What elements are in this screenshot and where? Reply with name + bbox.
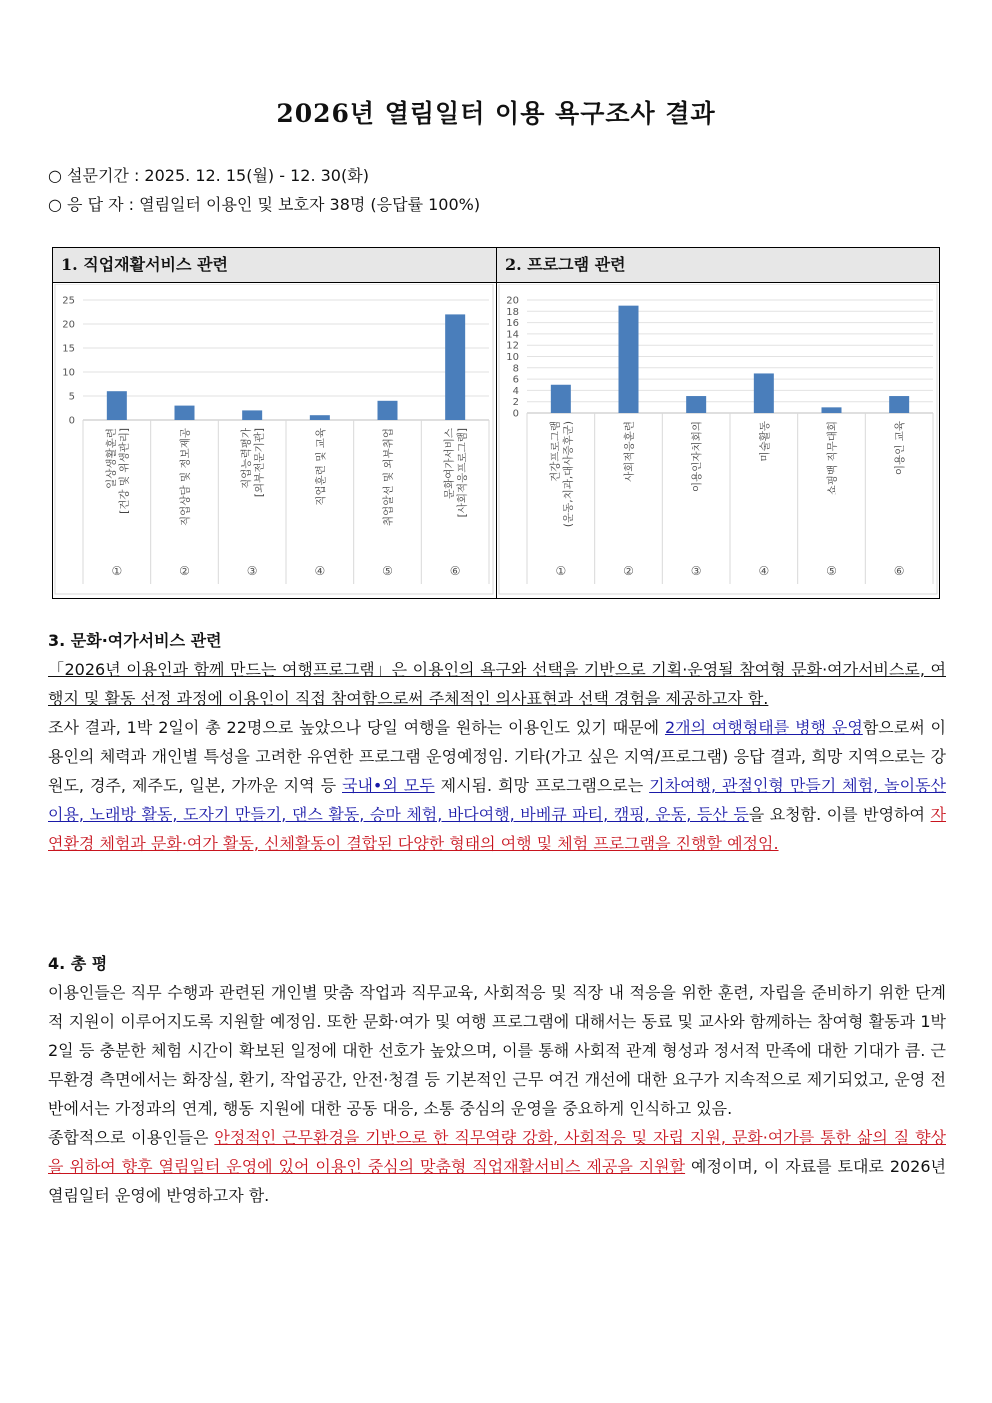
bar-chart-program bbox=[497, 284, 939, 596]
y-tick-label: 15 bbox=[62, 343, 75, 355]
category-marker: ① bbox=[555, 564, 567, 578]
category-marker: ④ bbox=[758, 564, 770, 578]
category-label: 문화여가서비스 bbox=[443, 428, 456, 500]
bar bbox=[551, 385, 571, 413]
section-summary bbox=[48, 949, 946, 1210]
category-label-group bbox=[179, 428, 192, 526]
category-label-group bbox=[758, 421, 771, 462]
chart-title-program: 2. 프로그램 관련 bbox=[497, 248, 939, 283]
category-marker: ② bbox=[623, 564, 634, 578]
document-title: 2026년 열림일터 이용 욕구조사 결과 bbox=[276, 99, 716, 128]
y-tick-label: 20 bbox=[506, 295, 519, 307]
y-tick-label: 6 bbox=[512, 374, 519, 386]
y-tick-label: 8 bbox=[512, 363, 519, 375]
y-tick-label: 20 bbox=[62, 319, 75, 331]
category-label-group bbox=[382, 428, 395, 526]
section3-heading: 3. 문화·여가서비스 관련 bbox=[48, 631, 222, 650]
y-tick-label: 18 bbox=[506, 306, 519, 318]
category-marker: ③ bbox=[690, 564, 702, 578]
text-span: 제시됨. 희망 프로그램으로는 bbox=[434, 776, 650, 795]
text-span: 함으로써 이용인의 체력과 개인별 특성을 고려한 유연한 프로그램 운영예정임. 기타(가고 싶은 지역/프로그램) 응답 결과, 희망 지역으로는 강원도, 경주, 제주도, 일본, 가까운 지역 등 bbox=[48, 718, 946, 795]
charts-table bbox=[52, 247, 940, 599]
category-label-group bbox=[826, 421, 839, 495]
category-marker: ⑥ bbox=[893, 564, 905, 578]
y-tick-label: 2 bbox=[512, 397, 519, 409]
bar bbox=[619, 306, 639, 413]
highlight-blue: 국내•외 모두 bbox=[342, 776, 435, 795]
category-label: (운동,치과,대사증후군) bbox=[562, 421, 575, 528]
category-label: [외부전문기관] bbox=[253, 428, 266, 498]
category-label-group bbox=[240, 427, 266, 497]
category-label: 이용인자치회의 bbox=[691, 421, 704, 493]
category-label-group bbox=[443, 428, 469, 517]
text-span: 예정이며, 이 자료를 토대로 2026년 열림일터 운영에 반영하고자 함. bbox=[48, 1157, 946, 1205]
category-label: 건강프로그램 bbox=[549, 421, 562, 482]
chart-panel-vocational bbox=[53, 248, 497, 598]
category-label: [사회적응프로그램] bbox=[456, 428, 469, 518]
bar bbox=[107, 391, 127, 420]
text-span: 을 요청함. 이를 반영하여 bbox=[748, 805, 931, 824]
survey-period: ○ 설문기간 : 2025. 12. 15(월) - 12. 30(화) bbox=[48, 166, 369, 185]
category-label: 직업능력평가 bbox=[240, 428, 253, 489]
respondents: ○ 응 답 자 : 열림일터 이용인 및 보호자 38명 (응답률 100%) bbox=[48, 195, 481, 214]
category-marker: ⑥ bbox=[449, 564, 461, 578]
section3-paragraph1 bbox=[48, 655, 946, 713]
category-label-group bbox=[104, 428, 130, 514]
category-label: [건강 및 위생관리] bbox=[118, 428, 131, 514]
category-label: 사회적응훈련 bbox=[623, 421, 636, 482]
section3-paragraph2 bbox=[48, 713, 946, 858]
category-label: 이용인 교육 bbox=[894, 421, 907, 476]
chart-title-vocational: 1. 직업재활서비스 관련 bbox=[53, 248, 496, 283]
category-label: 미술활동 bbox=[758, 421, 771, 462]
y-tick-label: 4 bbox=[512, 385, 519, 397]
category-marker: ⑤ bbox=[382, 564, 393, 578]
y-tick-label: 12 bbox=[506, 340, 519, 352]
bar-chart-vocational bbox=[53, 284, 495, 596]
category-marker: ① bbox=[111, 564, 123, 578]
category-label: 쇼핑백 직무대회 bbox=[826, 421, 839, 496]
highlight-red: 안정적인 근무환경을 기반으로 한 직무역량 강화, 사회적응 및 자립 지원, 문화·여가를 통한 삶의 질 향상을 위하여 향후 열림일터 운영에 있어 이용인 중심의 맞춤형 직업재활서비스 제공을 지원할 bbox=[48, 1128, 946, 1176]
y-tick-label: 16 bbox=[506, 318, 519, 330]
bar bbox=[686, 396, 706, 413]
highlight-blue: 기차여행, 관절인형 만들기 체험, 놀이동산 이용, 노래방 활동, 도자기 만들기, 댄스 활동, 승마 체험, 바다여행, 바베큐 파티, 캠핑, 운동, 등산 등 bbox=[48, 776, 946, 824]
category-marker: ④ bbox=[314, 564, 326, 578]
section4-heading: 4. 총 평 bbox=[48, 954, 108, 973]
category-label-group bbox=[893, 421, 906, 475]
y-tick-label: 10 bbox=[62, 367, 75, 379]
category-label: 직업상담 및 정보제공 bbox=[179, 428, 192, 526]
section3-intro: 「2026년 이용인과 함께 만드는 여행프로그램」은 이용인의 욕구와 선택을 기반으로 기획·운영될 참여형 문화·여가서비스로, 여행지 및 활동 선정 과정에 이용인이 직접 참여함으로써 주체적인 의사표현과 선택 경험을 제공하고자 함. bbox=[48, 660, 946, 708]
bar bbox=[242, 410, 262, 420]
section-culture bbox=[48, 626, 946, 858]
y-tick-label: 0 bbox=[512, 408, 519, 420]
section4-paragraph1: 이용인들은 직무 수행과 관련된 개인별 맞춤 작업과 직무교육, 사회적응 및 직장 내 적응을 위한 훈련, 자립을 준비하기 위한 단계적 지원이 이루어지도록 지원할 예정임. 또한 문화·여가 및 여행 프로그램에 대해서는 동료 및 교사와 함께하는 참여형 활동과 1박 2일 등 충분한 체험 시간이 확보된 일정에 대한 선호가 높았으며, 이를 통해 사회적 관계 형성과 정서적 만족에 대한 기대가 큼. 근무환경 측면에서는 화장실, 환기, 작업공간, 안전·청결 등 기본적인 근무 여건 개선에 대한 요구가 지속적으로 제기되었고, 운영 전반에서는 가정과의 연계, 행동 지원에 대한 공동 대응, 소통 중심의 운영을 중요하게 인식하고 있음. bbox=[48, 983, 946, 1118]
category-label-group bbox=[623, 421, 636, 482]
category-label: 취업알선 및 외부취업 bbox=[382, 428, 395, 526]
category-label: 일상생활훈련 bbox=[105, 428, 118, 489]
bar bbox=[889, 396, 909, 413]
category-marker: ③ bbox=[246, 564, 258, 578]
bar bbox=[378, 401, 398, 420]
category-label-group bbox=[314, 428, 327, 506]
bar bbox=[754, 373, 774, 413]
section4-paragraph2 bbox=[48, 1123, 946, 1210]
y-tick-label: 0 bbox=[68, 415, 75, 427]
category-marker: ⑤ bbox=[826, 564, 837, 578]
chart-panel-program bbox=[497, 248, 939, 598]
y-tick-label: 5 bbox=[68, 391, 75, 403]
y-tick-label: 14 bbox=[506, 329, 519, 341]
category-label-group bbox=[548, 421, 574, 527]
category-marker: ② bbox=[179, 564, 190, 578]
highlight-blue: 2개의 여행형태를 병행 운영 bbox=[664, 718, 863, 737]
category-label-group bbox=[690, 421, 703, 492]
y-tick-label: 10 bbox=[506, 352, 519, 363]
text-span: 종합적으로 이용인들은 bbox=[48, 1128, 215, 1147]
bar bbox=[310, 415, 330, 420]
y-tick-label: 25 bbox=[62, 295, 75, 307]
category-label: 직업훈련 및 교육 bbox=[314, 428, 327, 506]
bar bbox=[445, 314, 465, 420]
text-span: 조사 결과, 1박 2일이 총 22명으로 높았으나 당일 여행을 원하는 이용인도 있기 때문에 bbox=[48, 718, 665, 737]
bar bbox=[822, 407, 842, 413]
highlight-red: 자연환경 체험과 문화·여가 활동, 신체활동이 결합된 다양한 형태의 여행 및 체험 프로그램을 진행할 예정임. bbox=[48, 805, 947, 853]
bar bbox=[175, 406, 195, 420]
